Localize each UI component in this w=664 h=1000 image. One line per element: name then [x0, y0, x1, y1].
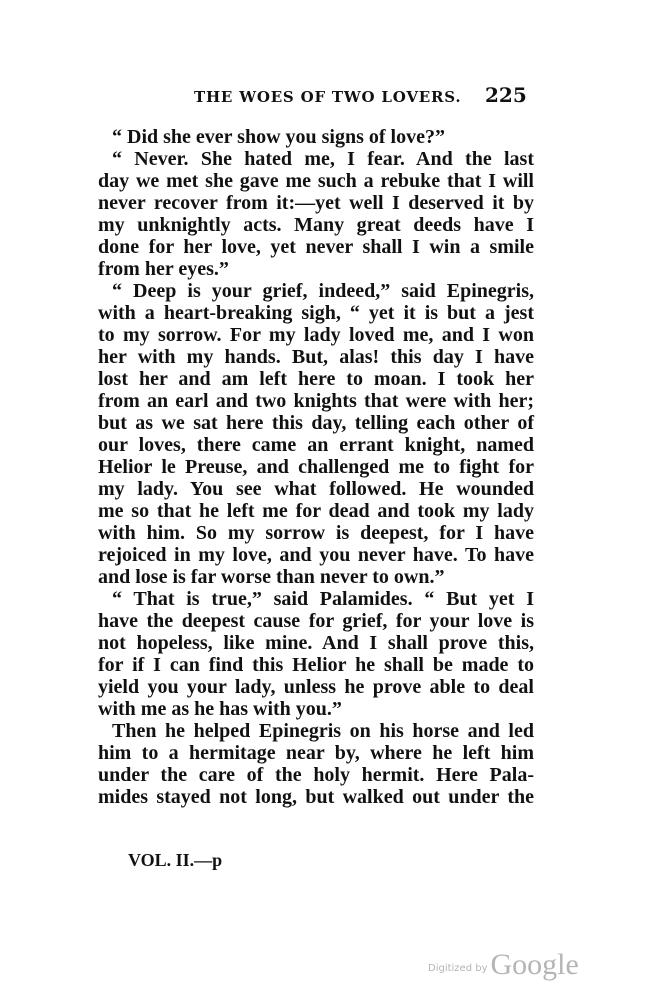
text-line: day we met she gave me such a rebuke that I will [98, 170, 534, 192]
text-line: mides stayed not long, but walked out under the [98, 786, 534, 808]
text-line: him to a hermitage near by, where he left him [98, 742, 534, 764]
text-line: rejoiced in my love, and you never have. To have [98, 544, 534, 566]
volume-signature: VOL. II.—p [128, 850, 223, 870]
text-line: from her eyes.” [98, 258, 229, 280]
text-line: and lose is far worse than never to own.” [98, 566, 445, 588]
text-line: my unknightly acts. Many great deeds have I [98, 214, 534, 236]
body-text [98, 126, 534, 808]
page-number: 225 [485, 83, 527, 107]
running-title: THE WOES OF TWO LOVERS. [194, 88, 462, 106]
text-line: never recover from it:—yet well I deserved it by [98, 192, 534, 214]
text-line: done for her love, yet never shall I win a smile [98, 236, 534, 258]
digitized-watermark [428, 948, 579, 982]
text-line: our loves, there came an errant knight, named [98, 434, 534, 456]
watermark-prefix: Digitized by [428, 963, 488, 974]
text-line: with a heart-breaking sigh, “ yet it is but a jest [98, 302, 534, 324]
text-line: from an earl and two knights that were with her; [98, 390, 534, 412]
text-line: me so that he left me for dead and took my lady [98, 500, 534, 522]
text-line: under the care of the holy hermit. Here Pala- [98, 764, 534, 786]
text-line: her with my hands. But, alas! this day I have [98, 346, 534, 368]
text-line: lost her and am left here to moan. I took her [98, 368, 534, 390]
text-line: “ That is true,” said Palamides. “ But yet I [112, 588, 534, 610]
text-line: for if I can find this Helior he shall be made to [98, 654, 534, 676]
text-line: Then he helped Epinegris on his horse and led [112, 720, 534, 742]
text-line: have the deepest cause for grief, for your love is [98, 610, 534, 632]
google-logo-text: Google [490, 948, 579, 981]
text-line: “ Deep is your grief, indeed,” said Epinegris, [112, 280, 534, 302]
text-line: to my sorrow. For my lady loved me, and I won [98, 324, 534, 346]
text-line: with me as he has with you.” [98, 698, 342, 720]
text-line: Helior le Preuse, and challenged me to fight for [98, 456, 534, 478]
text-line: “ Did she ever show you signs of love?” [112, 126, 445, 148]
text-line: “ Never. She hated me, I fear. And the last [112, 148, 534, 170]
text-line: not hopeless, like mine. And I shall prove this, [98, 632, 534, 654]
text-line: my lady. You see what followed. He wounded [98, 478, 534, 500]
text-line: yield you your lady, unless he prove able to deal [98, 676, 534, 698]
text-line: but as we sat here this day, telling each other of [98, 412, 534, 434]
text-line: with him. So my sorrow is deepest, for I have [98, 522, 534, 544]
